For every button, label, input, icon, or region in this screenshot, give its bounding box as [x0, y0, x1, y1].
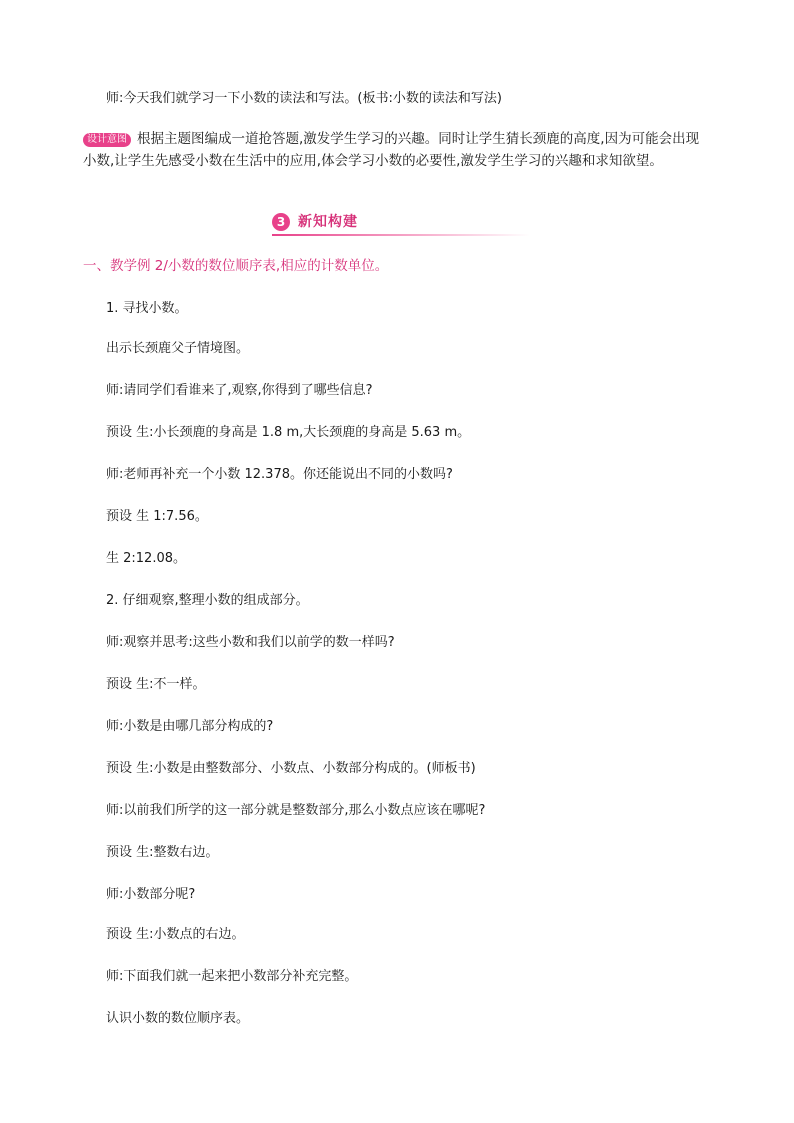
body-line: 认识小数的数位顺序表。 — [106, 1011, 250, 1026]
section-title: 新知构建 — [298, 214, 358, 230]
body-line: 师:老师再补充一个小数 12.378。你还能说出不同的小数吗? — [106, 467, 453, 482]
section-header — [272, 210, 530, 236]
body-line: 2. 仔细观察,整理小数的组成部分。 — [106, 593, 309, 608]
body-line: 师:以前我们所学的这一部分就是整数部分,那么小数点应该在哪呢? — [106, 803, 486, 818]
body-line: 预设 生:小长颈鹿的身高是 1.8 m,大长颈鹿的身高是 5.63 m。 — [106, 425, 471, 440]
intro-line: 师:今天我们就学习一下小数的读法和写法。(板书:小数的读法和写法) — [106, 91, 502, 106]
body-line: 预设 生:整数右边。 — [106, 845, 219, 860]
section-number-badge: 3 — [272, 213, 290, 231]
body-line: 预设 生:不一样。 — [106, 677, 206, 692]
design-intent-paragraph — [83, 128, 711, 172]
part-heading: 一、教学例 2/小数的数位顺序表,相应的计数单位。 — [83, 258, 389, 274]
design-intent-text: 根据主题图编成一道抢答题,激发学生学习的兴趣。同时让学生猜长颈鹿的高度,因为可能会出现小数,让学生先感受小数在生活中的应用,体会学习小数的必要性,激发学生学习的兴趣和求知欲望。 — [83, 131, 700, 169]
body-line: 师:观察并思考:这些小数和我们以前学的数一样吗? — [106, 635, 395, 650]
body-line: 预设 生:小数是由整数部分、小数点、小数部分构成的。(师板书) — [106, 761, 476, 776]
body-line: 师:下面我们就一起来把小数部分补充完整。 — [106, 969, 358, 984]
body-line: 预设 生:小数点的右边。 — [106, 927, 245, 942]
body-line: 预设 生 1:7.56。 — [106, 509, 208, 524]
body-line: 师:小数是由哪几部分构成的? — [106, 719, 274, 734]
body-line: 师:请同学们看谁来了,观察,你得到了哪些信息? — [106, 383, 373, 398]
body-line: 师:小数部分呢? — [106, 887, 196, 902]
design-intent-badge: 设计意图 — [83, 133, 131, 147]
section-divider — [272, 234, 530, 236]
body-line: 1. 寻找小数。 — [106, 301, 188, 316]
body-line: 生 2:12.08。 — [106, 551, 186, 566]
body-line: 出示长颈鹿父子情境图。 — [106, 341, 250, 356]
